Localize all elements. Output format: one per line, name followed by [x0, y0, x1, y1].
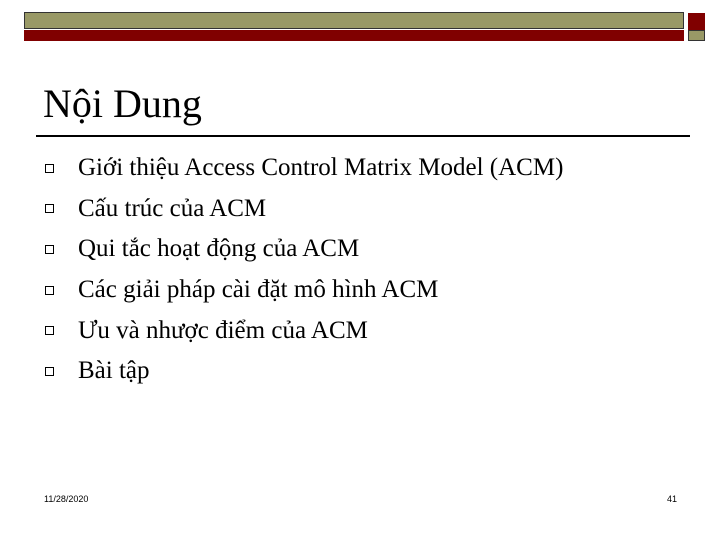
bullet-text: Ưu và nhược điểm của ACM: [78, 316, 368, 344]
list-item: [43, 310, 563, 351]
list-item: [43, 351, 563, 392]
hollow-square-icon: [45, 326, 54, 335]
bullet-text: Các giải pháp cài đặt mô hình ACM: [78, 276, 439, 304]
page-number: 41: [666, 494, 677, 504]
hollow-square-icon: [45, 367, 54, 376]
top-bar-maroon: [24, 30, 684, 41]
list-item: [43, 229, 563, 270]
list-item: [43, 189, 563, 230]
bullet-text: Qui tắc hoạt động của ACM: [78, 235, 360, 263]
bullet-text: Cấu trúc của ACM: [78, 194, 267, 222]
top-corner-maroon-square: [688, 13, 705, 30]
title-divider: [36, 135, 690, 137]
bullet-text: Bài tập: [78, 357, 150, 385]
list-item: [43, 148, 563, 189]
hollow-square-icon: [45, 286, 54, 295]
hollow-square-icon: [45, 164, 54, 173]
hollow-square-icon: [45, 204, 54, 213]
top-bar-olive: [24, 12, 684, 29]
bullet-list: [43, 148, 563, 392]
hollow-square-icon: [45, 245, 54, 254]
bullet-text: Giới thiệu Access Control Matrix Model (ACM): [78, 154, 564, 182]
footer-date: 11/28/2020: [44, 494, 89, 504]
slide-title: Nội Dung: [43, 81, 202, 126]
top-corner-olive-square: [688, 30, 705, 41]
list-item: [43, 270, 563, 311]
